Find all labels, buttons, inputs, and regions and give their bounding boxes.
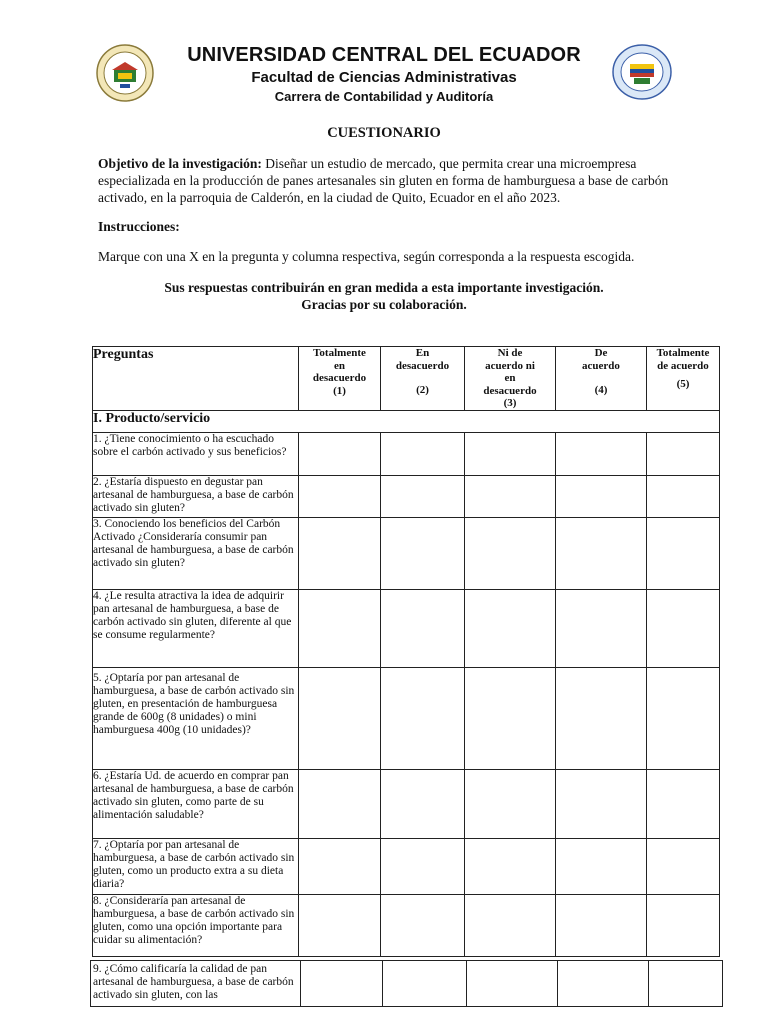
- objective-paragraph: [98, 155, 688, 206]
- answer-cell-4[interactable]: [556, 839, 647, 895]
- question-text: 5. ¿Optaría por pan artesanal de hamburguesa, a base de carbón activado sin gluten, en presentación de hamburguesa grande de 600g (8 unidades) o mini hamburguesa 400g (10 unidades)?: [93, 668, 299, 770]
- section-title: I. Producto/servicio: [93, 411, 720, 433]
- answer-cell-5[interactable]: [647, 590, 720, 668]
- answer-cell-3[interactable]: [465, 590, 556, 668]
- answer-cell-5[interactable]: [647, 770, 720, 839]
- question-text: 1. ¿Tiene conocimiento o ha escuchado sobre el carbón activado y sus beneficios?: [93, 433, 299, 476]
- answer-cell-3[interactable]: [465, 476, 556, 518]
- question-text: 9. ¿Cómo calificaría la calidad de pan artesanal de hamburguesa, a base de carbón activado sin gluten, con las: [91, 961, 301, 1007]
- question-text: 3. Conociendo los beneficios del Carbón Activado ¿Consideraría consumir pan artesanal de hamburguesa, a base de carbón activado sin gluten?: [93, 518, 299, 590]
- column-code: (1): [333, 384, 346, 397]
- answer-cell-1[interactable]: [299, 433, 381, 476]
- table-header-row: [93, 347, 720, 411]
- answer-cell-2[interactable]: [381, 895, 465, 957]
- answer-cell-4[interactable]: [558, 961, 649, 1007]
- answer-cell-5[interactable]: [647, 895, 720, 957]
- objective-label: Objetivo de la investigación:: [98, 156, 262, 171]
- table-row: [93, 590, 720, 668]
- answer-cell-2[interactable]: [381, 518, 465, 590]
- objective-text: Diseñar un estudio de mercado, que permita crear una microempresa especializada en la producción de panes artesanales sin gluten en forma de hamburguesa a base de carbón activado, en la parroquia de Calderón, en la ciudad de Quito, Ecuador en el año 2023.: [98, 156, 669, 205]
- answer-cell-1[interactable]: [299, 770, 381, 839]
- answer-cell-5[interactable]: [649, 961, 723, 1007]
- section-row: [93, 411, 720, 433]
- thanks-line-2: Gracias por su colaboración.: [301, 297, 467, 312]
- answer-cell-3[interactable]: [465, 433, 556, 476]
- questions-column-header: Preguntas: [93, 347, 299, 411]
- column-header-3: [465, 347, 556, 411]
- answer-cell-1[interactable]: [299, 895, 381, 957]
- career-name: Carrera de Contabilidad y Auditoría: [274, 89, 494, 104]
- answer-cell-3[interactable]: [465, 770, 556, 839]
- table-row: [93, 518, 720, 590]
- answer-cell-2[interactable]: [381, 668, 465, 770]
- answer-cell-2[interactable]: [381, 433, 465, 476]
- question-text: 2. ¿Estaría dispuesto en degustar pan artesanal de hamburguesa, a base de carbón activado sin gluten?: [93, 476, 299, 518]
- answer-cell-3[interactable]: [465, 518, 556, 590]
- column-header-2: [381, 347, 465, 411]
- table-row: [93, 668, 720, 770]
- column-label: En desacuerdo: [395, 347, 450, 372]
- answer-cell-5[interactable]: [647, 476, 720, 518]
- answer-cell-4[interactable]: [556, 895, 647, 957]
- table-row: [91, 961, 723, 1007]
- answer-cell-1[interactable]: [299, 476, 381, 518]
- column-header-5: [647, 347, 720, 411]
- column-header-4: [556, 347, 647, 411]
- answer-cell-5[interactable]: [647, 668, 720, 770]
- answer-cell-4[interactable]: [556, 770, 647, 839]
- question-text: 7. ¿Optaría por pan artesanal de hamburguesa, a base de carbón activado sin gluten, como un producto extra a su dieta diaria?: [93, 839, 299, 895]
- column-header-1: [299, 347, 381, 411]
- question-text: 4. ¿Le resulta atractiva la idea de adquirir pan artesanal de hamburguesa, a base de carbón activado sin gluten, diferente al que se consume regularmente?: [93, 590, 299, 668]
- table-row: [93, 476, 720, 518]
- answer-cell-4[interactable]: [556, 518, 647, 590]
- question-text: 6. ¿Estaría Ud. de acuerdo en comprar pan artesanal de hamburguesa, a base de carbón activado sin gluten, como parte de su alimentación saludable?: [93, 770, 299, 839]
- table-row: [93, 895, 720, 957]
- column-code: (5): [676, 378, 690, 390]
- answer-cell-1[interactable]: [299, 590, 381, 668]
- column-code: (3): [503, 397, 517, 409]
- survey-table-continued: [90, 960, 723, 1007]
- university-name: UNIVERSIDAD CENTRAL DEL ECUADOR: [187, 44, 581, 66]
- column-label: Totalmente de acuerdo: [656, 347, 710, 372]
- column-code: (2): [416, 384, 429, 396]
- answer-cell-5[interactable]: [647, 433, 720, 476]
- answer-cell-5[interactable]: [647, 518, 720, 590]
- answer-cell-4[interactable]: [556, 433, 647, 476]
- survey-table: [92, 346, 720, 957]
- answer-cell-2[interactable]: [381, 590, 465, 668]
- table-row: [93, 433, 720, 476]
- column-code: (4): [594, 384, 608, 396]
- answer-cell-1[interactable]: [301, 961, 383, 1007]
- answer-cell-1[interactable]: [299, 839, 381, 895]
- instructions-heading: Instrucciones:: [98, 219, 180, 234]
- answer-cell-2[interactable]: [381, 476, 465, 518]
- answer-cell-5[interactable]: [647, 839, 720, 895]
- thanks-line-1: Sus respuestas contribuirán en gran medida a esta importante investigación.: [164, 280, 604, 295]
- answer-cell-1[interactable]: [299, 518, 381, 590]
- answer-cell-4[interactable]: [556, 590, 647, 668]
- faculty-name: Facultad de Ciencias Administrativas: [251, 69, 517, 86]
- answer-cell-4[interactable]: [556, 476, 647, 518]
- column-label: Ni de acuerdo ni en desacuerdo: [483, 347, 537, 397]
- answer-cell-4[interactable]: [556, 668, 647, 770]
- question-text: 8. ¿Consideraría pan artesanal de hamburguesa, a base de carbón activado sin gluten, como una opción importante para cuidar su alimentación?: [93, 895, 299, 957]
- answer-cell-2[interactable]: [383, 961, 467, 1007]
- answer-cell-2[interactable]: [381, 839, 465, 895]
- table-row: [93, 839, 720, 895]
- answer-cell-3[interactable]: [465, 839, 556, 895]
- answer-cell-1[interactable]: [299, 668, 381, 770]
- table-row: [93, 770, 720, 839]
- instructions-text: Marque con una X en la pregunta y columna respectiva, según corresponda a la respuesta escogida.: [98, 249, 635, 264]
- answer-cell-3[interactable]: [465, 668, 556, 770]
- answer-cell-3[interactable]: [465, 895, 556, 957]
- column-label: Totalmente en desacuerdo: [312, 347, 367, 384]
- answer-cell-3[interactable]: [467, 961, 558, 1007]
- document-title: CUESTIONARIO: [327, 125, 441, 141]
- answer-cell-2[interactable]: [381, 770, 465, 839]
- column-label: De acuerdo: [582, 347, 620, 372]
